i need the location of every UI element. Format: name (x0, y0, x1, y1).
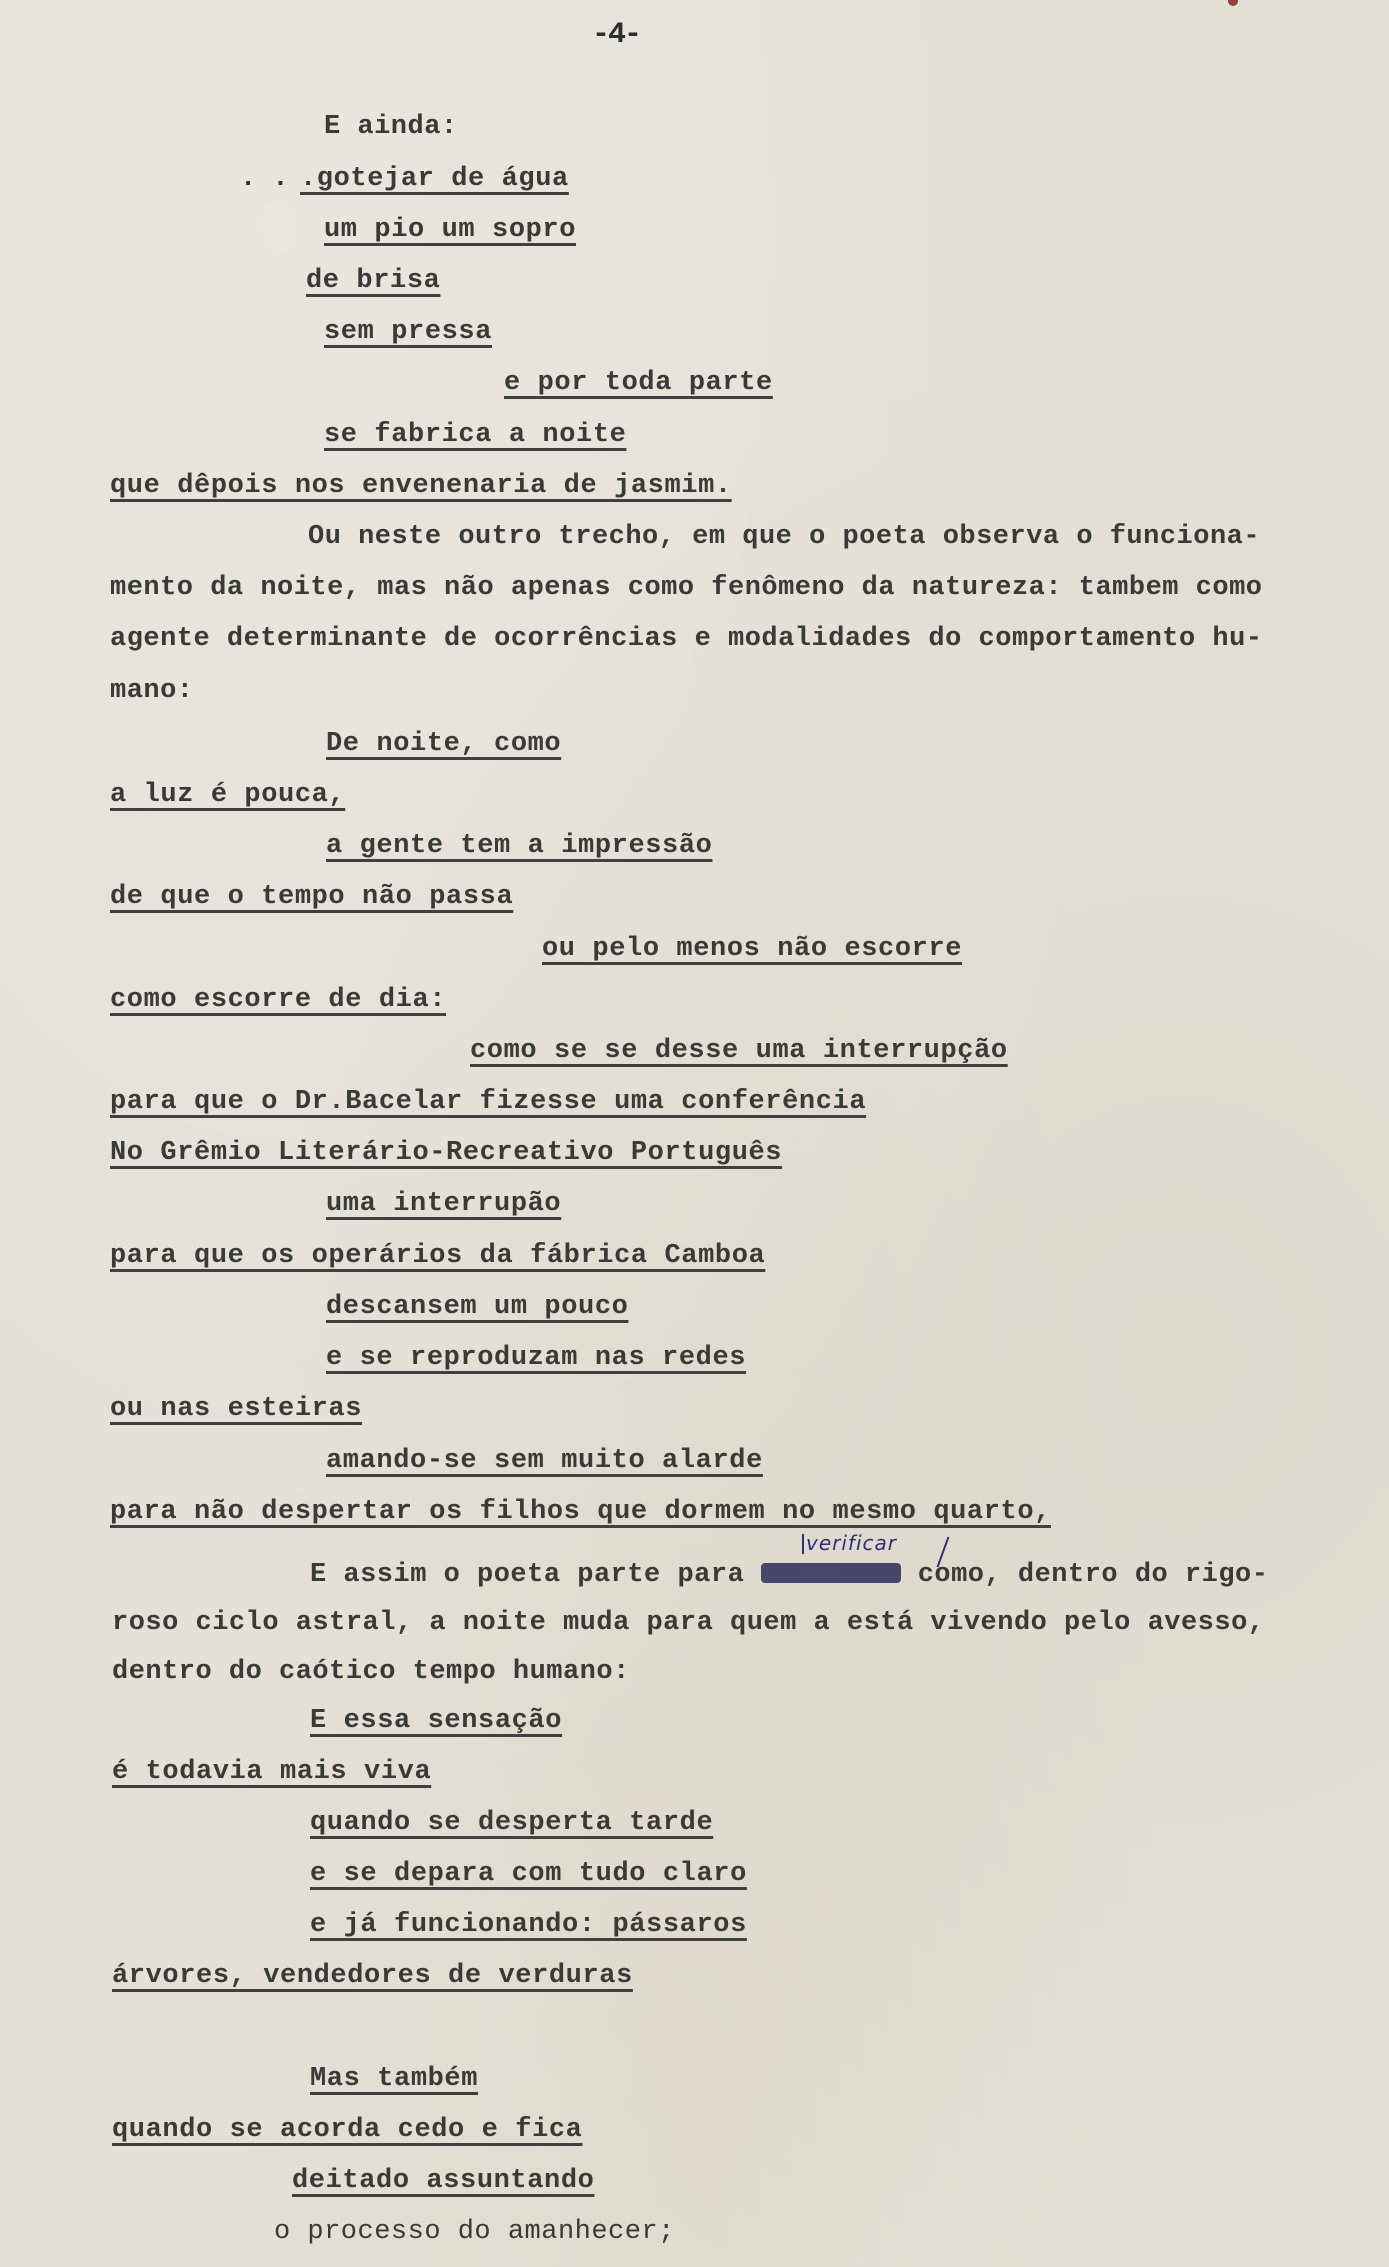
paragraph-line: agente determinante de ocorrências e modalidades do comportamento hu- (110, 624, 1263, 654)
poem-line: De noite, como (326, 729, 562, 759)
poem-line: é todavia mais viva (112, 1757, 432, 1787)
poem-line: e já funcionando: pássaros (310, 1910, 747, 1940)
poem-line: de que o tempo não passa (110, 882, 514, 912)
struck-out-word (761, 1563, 901, 1583)
poem-line: como se se desse uma interrupção (470, 1036, 1008, 1066)
poem-line: No Grêmio Literário-Recreativo Português (110, 1138, 783, 1168)
poem-line: e por toda parte (504, 368, 773, 398)
poem-line: que dêpois nos envenenaria de jasmim. (110, 471, 732, 501)
ellipsis-mark: . . (240, 164, 289, 194)
handwritten-correction: verificar (806, 1531, 897, 1555)
poem-line: quando se acorda cedo e fica (112, 2115, 583, 2145)
paragraph-line: mano: (110, 676, 194, 706)
poem-line: .gotejar de água (300, 164, 569, 194)
correction-bracket (802, 1534, 804, 1554)
poem-line: uma interrupão (326, 1189, 562, 1219)
intro-text: E ainda: (324, 112, 458, 142)
poem-line: a gente tem a impressão (326, 831, 713, 861)
poem-line: de brisa (306, 266, 441, 296)
poem-line: e se depara com tudo claro (310, 1859, 747, 1889)
poem-line: como escorre de dia: (110, 985, 447, 1015)
poem-line: se fabrica a noite (324, 420, 627, 450)
poem-line: ou nas esteiras (110, 1394, 363, 1424)
paragraph-line (310, 1558, 1268, 1592)
poem-line: o processo do amanhecer; (274, 2217, 675, 2247)
poem-line: para que os operários da fábrica Camboa (110, 1241, 766, 1271)
poem-line: quando se desperta tarde (310, 1808, 714, 1838)
paragraph-line: mento da noite, mas não apenas como fenômeno da natureza: tambem como (110, 573, 1263, 603)
poem-line: para não despertar os filhos que dormem no mesmo quarto, (110, 1497, 1051, 1527)
paragraph-text: E assim o poeta parte para (310, 1560, 745, 1590)
poem-line: Mas também (310, 2064, 479, 2094)
poem-line: árvores, vendedores de verduras (112, 1961, 633, 1991)
paper-stain (1228, 0, 1238, 6)
poem-line: descansem um pouco (326, 1292, 629, 1322)
paragraph-line: dentro do caótico tempo humano: (112, 1657, 630, 1687)
paragraph-line: roso ciclo astral, a noite muda para quem a está vivendo pelo avesso, (112, 1608, 1265, 1638)
poem-line: deitado assuntando (292, 2166, 595, 2196)
poem-line: para que o Dr.Bacelar fizesse uma conferência (110, 1087, 867, 1117)
poem-line: um pio um sopro (324, 215, 577, 245)
paragraph-text: como, dentro do rigo- (917, 1560, 1269, 1590)
page-number: -4- (592, 18, 641, 52)
poem-line: amando-se sem muito alarde (326, 1446, 763, 1476)
poem-line: e se reproduzam nas redes (326, 1343, 747, 1373)
poem-line: ou pelo menos não escorre (542, 934, 963, 964)
poem-line: E essa sensação (310, 1706, 563, 1736)
poem-line: a luz é pouca, (110, 780, 346, 810)
poem-line: sem pressa (324, 317, 493, 347)
paragraph-line: Ou neste outro trecho, em que o poeta observa o funciona- (308, 522, 1261, 552)
